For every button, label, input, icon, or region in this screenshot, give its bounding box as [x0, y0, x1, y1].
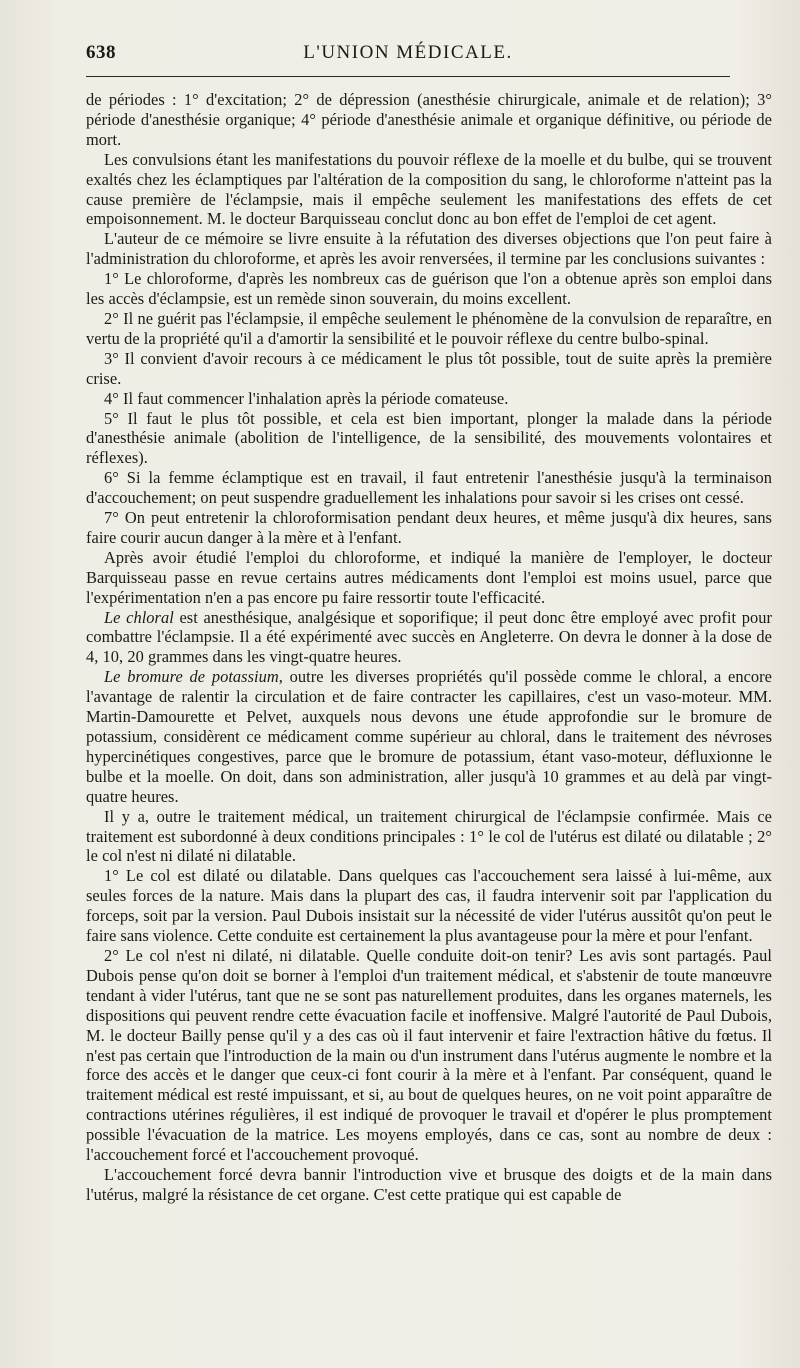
- paragraph: de périodes : 1° d'excitation; 2° de dépression (anesthésie chirurgicale, animale et de relation); 3° période d'anesthésie organique; 4° période d'anesthésie animale et organique définitive, ou période de mort.: [86, 90, 772, 149]
- paragraph: 2° Le col n'est ni dilaté, ni dilatable. Quelle conduite doit-on tenir? Les avis sont partagés. Paul Dubois pense qu'on doit se borner à l'emploi d'un traitement médical, et s'abstenir de toute manœuvre tendant à vider l'utérus, tant que ne se sont pas naturellement produites, dans les organes maternels, les dispositions qui peuvent rendre cette évacuation facile et inoffensive. Malgré l'autorité de Paul Dubois, M. le docteur Bailly pense qu'il y a des cas où il faut intervenir et faire l'extraction hâtive du fœtus. Il n'est pas certain que l'introduction de la main ou d'un instrument dans l'utérus augmente le nombre et la force des accès et le danger que ceux-ci font courir à la mère et à l'enfant. Par conséquent, quand le traitement médical est resté impuissant, et si, au bout de quelques heures, on ne voit point apparaître de contractions utérines régulières, il est indiqué de provoquer le travail et d'opérer le plus promptement possible l'évacuation de la matrice. Les moyens employés, dans ce cas, sont au nombre de deux : l'accouchement forcé et l'accouchement provoqué.: [86, 945, 772, 1165]
- paragraph: L'auteur de ce mémoire se livre ensuite à la réfutation des diverses objections que l'on peut faire à l'administration du chloroforme, et après les avoir renversées, il termine par les conclusions suivantes :: [86, 229, 772, 269]
- paragraph-text: est anesthésique, analgésique et soporifique; il peut donc être employé avec profit pour combattre l'éclampsie. Il a été expérimenté avec succès en Angleterre. On devra le donner à la dose de 4, 10, 20 grammes dans les vingt-quatre heures.: [86, 607, 772, 667]
- paragraph: 1° Le col est dilaté ou dilatable. Dans quelques cas l'accouchement sera laissé à lui-même, aux seules forces de la nature. Mais dans la plupart des cas, il faudra intervenir soit par l'application du forceps, soit par la version. Paul Dubois insistait sur la nécessité de vider l'utérus aussitôt qu'on peut le faire sans violence. Cette conduite est certainement la plus avantageuse pour la mère et pour l'enfant.: [86, 866, 772, 946]
- article-body: [86, 90, 772, 1205]
- conclusion-item: 3° Il convient d'avoir recours à ce médicament le plus tôt possible, tout de suite après la première crise.: [86, 348, 772, 388]
- header-rule: [86, 76, 730, 77]
- italic-lead: Le bromure de potassium: [104, 667, 279, 687]
- paragraph: Les convulsions étant les manifestations du pouvoir réflexe de la moelle et du bulbe, qui se trouvent exaltés chez les éclamptiques par l'altération de la composition du sang, le chloroforme n'atteint pas la cause première de l'éclampsie, mais il empêche seulement les manifestations des effets de cet empoisonnement. M. le docteur Barquisseau conclut donc au bon effet de l'emploi de cet agent.: [86, 149, 772, 229]
- paragraph-chloral: [86, 608, 772, 668]
- paragraph: Après avoir étudié l'emploi du chloroforme, et indiqué la manière de l'employer, le docteur Barquisseau passe en revue certains autres médicaments dont l'emploi est moins usuel, parce que l'expérimentation n'en a pas encore pu faire ressortir toute l'efficacité.: [86, 547, 772, 607]
- conclusion-item: 7° On peut entretenir la chloroformisation pendant deux heures, et même jusqu'à dix heures, sans faire courir aucun danger à la mère et à l'enfant.: [86, 508, 772, 547]
- page-number: 638: [86, 42, 116, 63]
- page-header: [86, 40, 730, 70]
- conclusion-item: 1° Le chloroforme, d'après les nombreux cas de guérison que l'on a obtenue après son emploi dans les accès d'éclampsie, est un remède sinon souverain, du moins excellent.: [86, 269, 772, 309]
- conclusion-item: 6° Si la femme éclamptique est en travail, il faut entretenir l'anesthésie jusqu'à la terminaison d'accouchement; on peut suspendre graduellement les inhalations pour savoir si les crises ont cessé.: [86, 468, 772, 508]
- paragraph: Il y a, outre le traitement médical, un traitement chirurgical de l'éclampsie confirmée. Mais ce traitement est subordonné à deux conditions principales : 1° le col de l'utérus est dilaté ou dilatable ; 2° le col n'est ni dilaté ni dilatable.: [86, 806, 772, 866]
- conclusion-item: 5° Il faut le plus tôt possible, et cela est bien important, plonger la malade dans la période d'anesthésie animale (abolition de l'intelligence, de la sensibilité, des mouvements volontaires et réflexes).: [86, 408, 772, 468]
- conclusion-item: 4° Il faut commencer l'inhalation après la période comateuse.: [104, 388, 509, 408]
- conclusion-item: 2° Il ne guérit pas l'éclampsie, il empêche seulement le phénomène de la convulsion de reparaître, en vertu de la propriété qu'il a d'amortir la sensibilité et le pouvoir réflexe du centre bulbo-spinal.: [86, 308, 772, 348]
- running-title: L'UNION MÉDICALE.: [303, 42, 513, 63]
- paragraph-bromure: [86, 667, 772, 806]
- paragraph-text: , outre les diverses propriétés qu'il possède comme le chloral, a encore l'avantage de ralentir la circulation et de faire contracter les capillaires, c'est un vaso-moteur. MM. Martin-Damourette et Pelvet, auxquels nous devons une étude approfondie sur le bromure de potassium, considèrent ce médicament comme supérieur au chloral, dans le traitement des névroses hypercinétiques congestives, parce que le bromure de potassium, étant vaso-moteur, défluxionne le bulbe et la moelle. On doit, dans son administration, aller jusqu'à 10 grammes et au delà par vingt-quatre heures.: [86, 667, 772, 806]
- italic-lead: Le chloral: [104, 607, 174, 627]
- paragraph: L'accouchement forcé devra bannir l'introduction vive et brusque des doigts et de la main dans l'utérus, malgré la résistance de cet organe. C'est cette pratique qui est capable de: [86, 1164, 772, 1204]
